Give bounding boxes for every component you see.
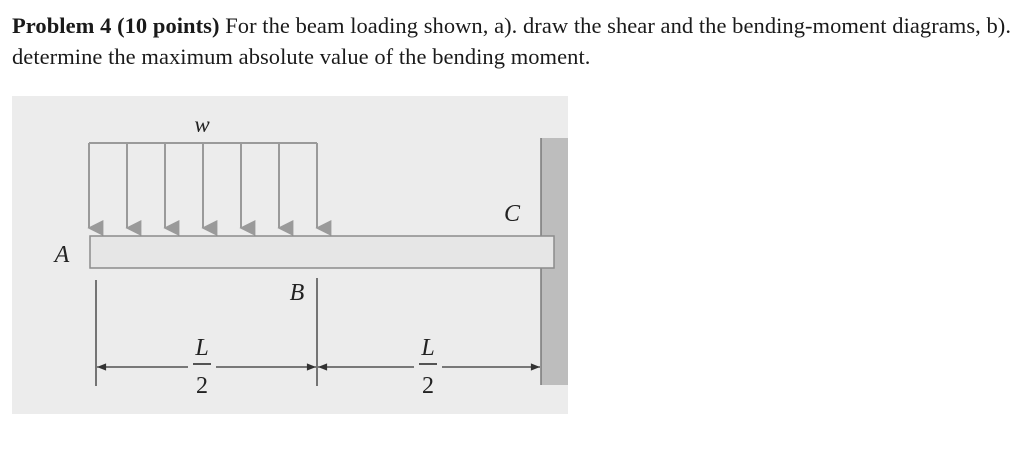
load-label-w: w [194,112,210,137]
point-label-a: A [54,242,70,268]
problem-body: For the beam loading shown, a). draw the shear and the bending-moment diagrams, b). determine the maximum absolute value of the bending moment. [12,13,1012,69]
point-label-c: C [503,201,521,227]
dimension-left-denominator: 2 [196,373,208,399]
dimension-left-numerator: L [195,335,209,361]
dimension-right-denominator: 2 [422,373,434,399]
beam [90,236,554,268]
problem-heading: Problem 4 (10 points) [12,13,220,38]
dimension-right-numerator: L [421,335,435,361]
point-label-b: B [289,280,305,306]
